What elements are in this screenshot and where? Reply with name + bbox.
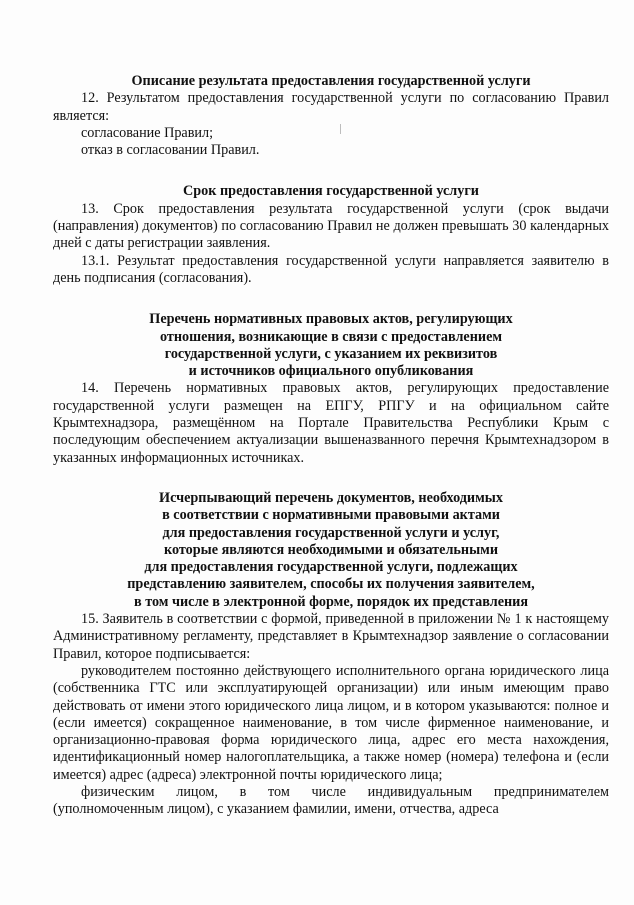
- heading-line: государственной услуги, с указанием их реквизитов: [164, 345, 498, 362]
- heading-line: отношения, возникающие в связи с предоставлением: [159, 328, 503, 345]
- heading-line: Срок предоставления государственной услуги: [183, 183, 479, 200]
- paragraph-13-1: 13.1. Результат предоставления государственной услуги направляется заявителю в день подписания (согласования).: [53, 252, 609, 286]
- section-result: [53, 73, 609, 159]
- heading-line: Описание результата предоставления государственной услуги: [131, 73, 531, 89]
- section-heading: [53, 73, 609, 90]
- heading-line: Исчерпывающий перечень документов, необходимых: [159, 489, 503, 506]
- heading-line: представлению заявителем, способы их получения заявителем,: [127, 576, 535, 593]
- section-heading: [53, 490, 609, 611]
- heading-line: для предоставления государственной услуги, подлежащих: [144, 559, 518, 576]
- section-heading: [53, 311, 609, 380]
- heading-line: и источников официального опубликования: [188, 363, 474, 380]
- paragraph-13: 13. Срок предоставления результата государственной услуги (срок выдачи (направления) документов) по согласованию Правил не должен превышать 30 календарных дней с даты регистрации заявления.: [53, 200, 609, 252]
- heading-line: которые являются необходимыми и обязательными: [164, 541, 498, 558]
- paragraph-12: 12. Результатом предоставления государственной услуги по согласованию Правил является:: [53, 90, 609, 124]
- list-item: отказ в согласовании Правил.: [81, 142, 260, 159]
- section-term: [53, 183, 609, 287]
- section-legal-acts: [53, 311, 609, 467]
- section-heading: [53, 183, 609, 200]
- heading-line: в том числе в электронной форме, порядок их представления: [133, 593, 529, 610]
- paragraph-14: 14. Перечень нормативных правовых актов, регулирующих предоставление государственной услуги размещен на ЕПГУ, РПГУ и на официальном сайте Крымтехнадзора, размещённом на Портале Правительства Республики Крым с последующим обеспечением актуализации вышеназванного перечня Крымтехнадзором в указанных информационных источниках.: [53, 380, 609, 466]
- paragraph-signer-legal-entity: руководителем постоянно действующего исполнительного органа юридического лица (собственника ГТС или эксплуатирующей организации) или иным имеющим право действовать от имени этого юридического лица лицом, и в котором указываются: полное и (если имеется) сокращенное наименование, в том числе фирменное наименование, и организационно-правовая форма юридического лица, адрес его места нахождения, идентификационный номер налогоплательщика, а также номер (номера) телефона и (если имеется) адрес (адреса) электронной почты юридического лица;: [53, 662, 609, 783]
- document-body: [53, 73, 609, 819]
- section-documents: [53, 490, 609, 819]
- paragraph-15: 15. Заявитель в соответствии с формой, приведенной в приложении № 1 к настоящему Административному регламенту, представляет в Крымтехнадзор заявление о согласовании Правил, которое подписывается:: [53, 611, 609, 662]
- heading-line: Перечень нормативных правовых актов, регулирующих: [149, 311, 513, 328]
- heading-line: для предоставления государственной услуги и услуг,: [162, 524, 500, 541]
- paragraph-signer-individual: физическим лицом, в том числе индивидуальным предпринимателем (уполномоченным лицом), с указанием фамилии, имени, отчества, адреса: [53, 783, 609, 818]
- list-item: согласование Правил;: [81, 124, 214, 141]
- heading-line: в соответствии с нормативными правовыми актами: [162, 507, 500, 524]
